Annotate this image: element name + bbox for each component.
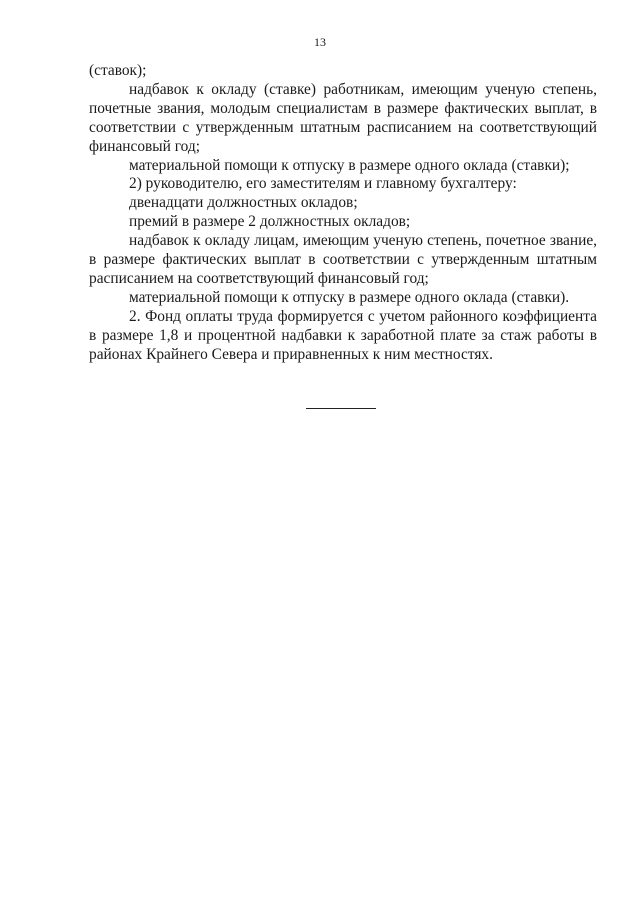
- paragraph: премий в размере 2 должностных окладов;: [129, 213, 411, 231]
- paragraph: материальной помощи к отпуску в размере одного оклада (ставки);: [129, 156, 570, 174]
- paragraph: (ставок);: [89, 62, 147, 79]
- document-body: [89, 62, 597, 365]
- paragraph: 2. Фонд оплаты труда формируется с учетом районного коэффициента в размере 1,8 и процентной надбавки к заработной плате за стаж работы в районах Крайнего Севера и приравненных к ним местностях.: [89, 307, 597, 363]
- paragraph: материальной помощи к отпуску в размере одного оклада (ставки).: [129, 288, 570, 306]
- paragraph: двенадцати должностных окладов;: [129, 194, 358, 212]
- end-separator-line: [306, 408, 376, 409]
- paragraph: надбавок к окладу лицам, имеющим ученую степень, почетное звание, в размере фактических выплат в соответствии с утвержденным штатным расписанием на соответствующий финансовый год;: [89, 232, 597, 287]
- page-number: 13: [314, 35, 326, 49]
- paragraph: 2) руководителю, его заместителям и главному бухгалтеру:: [129, 175, 517, 193]
- paragraph: надбавок к окладу (ставке) работникам, имеющим ученую степень, почетные звания, молодым специалистам в размере фактических выплат, в соответствии с утвержденным штатным расписанием на соответствующий финансовый год;: [89, 80, 597, 155]
